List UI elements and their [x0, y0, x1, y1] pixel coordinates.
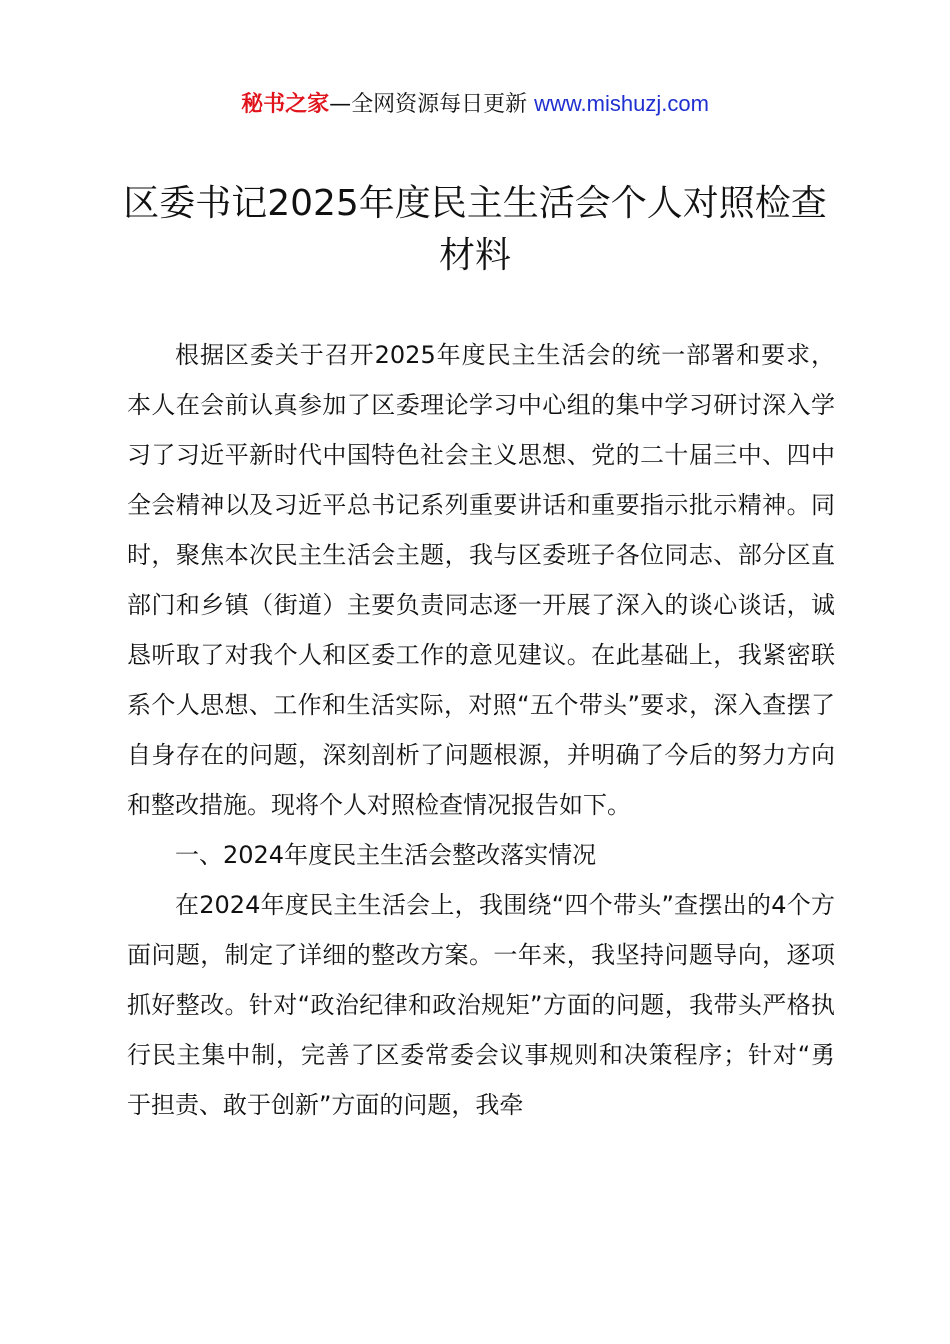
section-paragraph-1: 在2024年度民主生活会上，我围绕“四个带头”查摆出的4个方面问题，制定了详细的整改方案。一年来，我坚持问题导向，逐项抓好整改。针对“政治纪律和政治规矩”方面的问题，我带头严格执行民主集中制，完善了区委常委会议事规则和决策程序；针对“勇于担责、敢于创新”方面的问题，我牵	[127, 891, 835, 1119]
brand-name: 秘书之家	[241, 92, 330, 117]
site-banner	[0, 88, 950, 121]
banner-url-link[interactable]: www.mishuzj.com	[534, 91, 709, 116]
document-body	[127, 330, 835, 1130]
section-heading-1: 一、2024年度民主生活会整改落实情况	[175, 841, 597, 869]
intro-paragraph: 根据区委关于召开2025年度民主生活会的统一部署和要求，本人在会前认真参加了区委理论学习中心组的集中学习研讨深入学习了习近平新时代中国特色社会主义思想、党的二十届三中、四中全会精神以及习近平总书记系列重要讲话和重要指示批示精神。同时，聚焦本次民主生活会主题，我与区委班子各位同志、部分区直部门和乡镇（街道）主要负责同志逐一开展了深入的谈心谈话，诚恳听取了对我个人和区委工作的意见建议。在此基础上，我紧密联系个人思想、工作和生活实际，对照“五个带头”要求，深入查摆了自身存在的问题，深刻剖析了问题根源，并明确了今后的努力方向和整改措施。现将个人对照检查情况报告如下。	[127, 341, 835, 819]
banner-slogan: —全网资源每日更新	[329, 92, 535, 117]
document-title: 区委书记2025年度民主生活会个人对照检查材料	[123, 183, 827, 276]
